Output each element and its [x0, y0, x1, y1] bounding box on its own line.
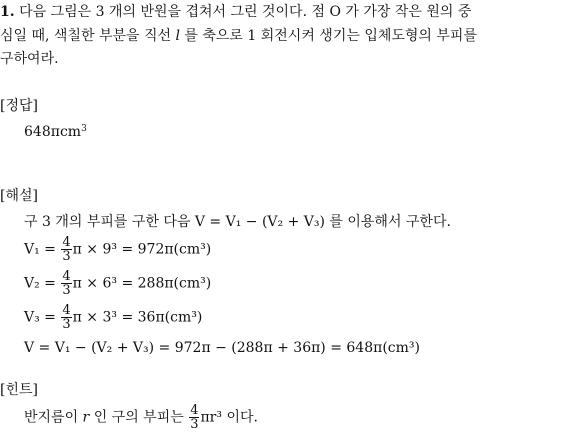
problem-line-2 [0, 26, 477, 46]
hint-formula: πr³ [200, 409, 222, 426]
solution-eq-3 [24, 304, 202, 331]
problem-text-3: 구하여라. [0, 51, 59, 67]
solution-intro: 구 3 개의 부피를 구한 다음 V = V₁ − (V₂ + V₃) 를 이용해서 구한다. [24, 214, 451, 230]
eq1-left: V₁ = [24, 241, 61, 258]
problem-text-2a: 심일 때, 색칠한 부분을 직선 [0, 28, 176, 44]
eq1-right: π × 9³ = 972π(cm³) [72, 241, 212, 258]
answer-number: 648π [24, 124, 60, 140]
frac-denominator: 3 [62, 283, 71, 298]
answer-header: [정답] [0, 98, 38, 114]
hint-text [24, 404, 258, 431]
hint-var-r: r [82, 409, 90, 426]
eq3-left: V₃ = [24, 309, 61, 326]
solution-eq-2 [24, 270, 211, 297]
eq3-right: π × 3³ = 36π(cm³) [72, 309, 203, 326]
frac-numerator: 4 [62, 235, 71, 250]
solution-header: [해설] [0, 188, 38, 204]
solution-eq-4: V = V₁ − (V₂ + V₃) = 972π − (288π + 36π) = 648π(cm³) [24, 340, 420, 356]
answer-value [24, 122, 87, 142]
frac-numerator: 4 [190, 403, 199, 418]
fraction [61, 236, 71, 263]
problem-number: 1. [0, 4, 15, 20]
fraction [189, 404, 199, 431]
hint-text-c: 이다. [222, 409, 258, 426]
eq2-right: π × 6³ = 288π(cm³) [72, 275, 212, 292]
problem-text-2b: 를 축으로 1 회전시켜 생기는 입체도형의 부피를 [179, 28, 477, 44]
problem-line-3 [0, 49, 59, 69]
frac-denominator: 3 [62, 317, 71, 332]
frac-numerator: 4 [62, 269, 71, 284]
solution-eq-1 [24, 236, 211, 263]
problem-line-1 [0, 2, 471, 22]
eq2-left: V₂ = [24, 275, 61, 292]
frac-denominator: 3 [190, 417, 199, 432]
answer-exponent: 3 [81, 124, 87, 134]
problem-text-1: 다음 그림은 3 개의 반원을 겹쳐서 그린 것이다. 점 O 가 가장 작은 원의 중 [19, 4, 472, 20]
frac-numerator: 4 [62, 303, 71, 318]
problem-var-l: l [175, 28, 180, 44]
fraction [61, 270, 71, 297]
hint-text-b: 인 구의 부피는 [89, 409, 189, 426]
answer-unit: cm [59, 124, 82, 140]
hint-header: [힌트] [0, 382, 38, 398]
hint-text-a: 반지름이 [24, 409, 83, 426]
frac-denominator: 3 [62, 249, 71, 264]
fraction [61, 304, 71, 331]
